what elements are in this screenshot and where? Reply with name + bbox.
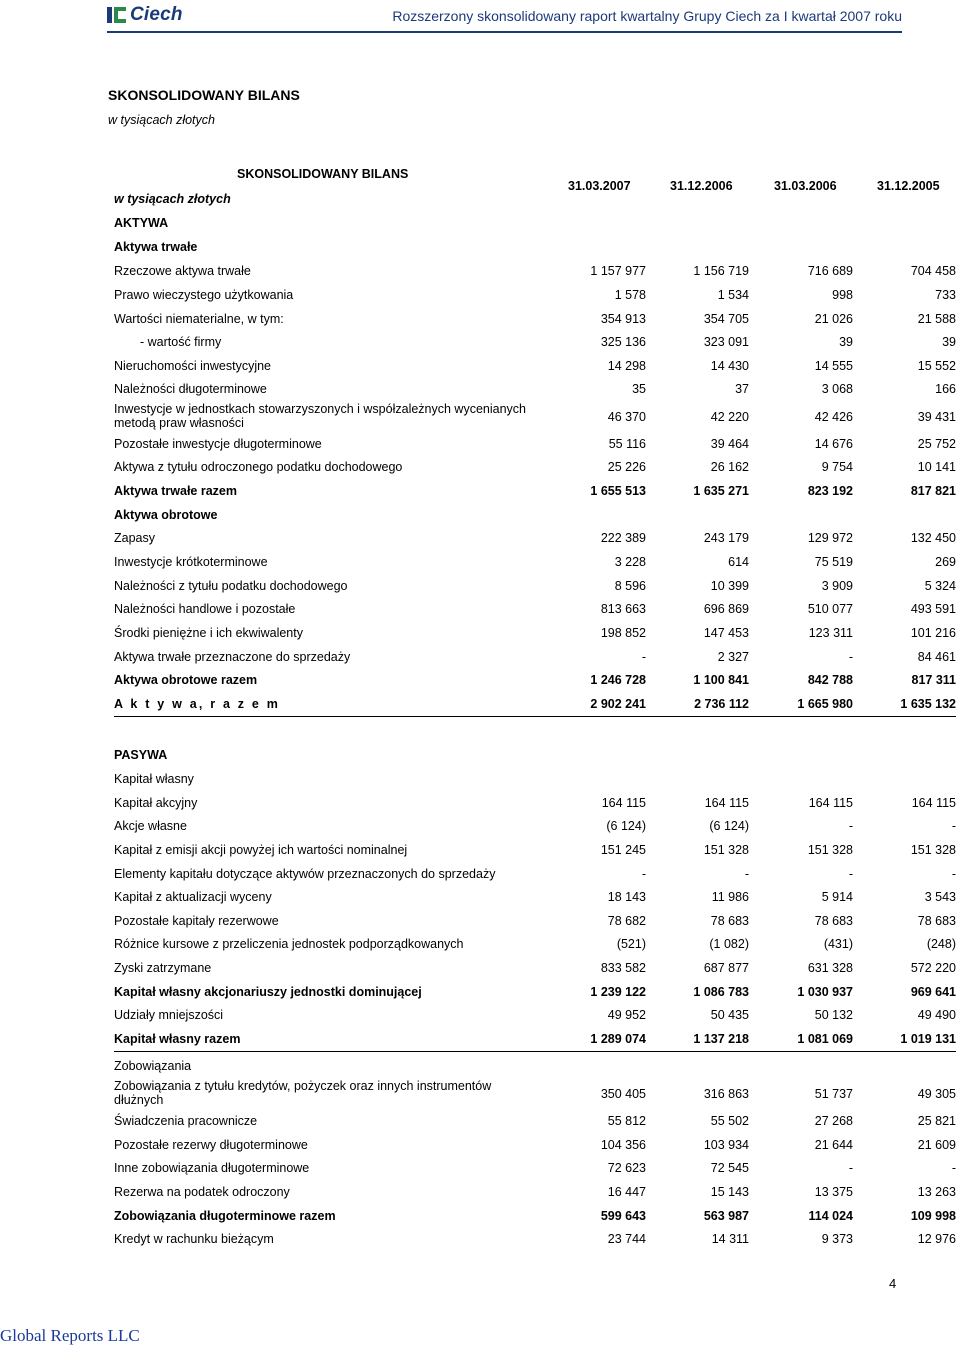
cell-value: 101 216 xyxy=(910,626,956,640)
cell-value: 103 934 xyxy=(703,1138,749,1152)
table-row xyxy=(114,215,956,235)
row-label: PASYWA xyxy=(114,748,168,762)
row-label: Udziały mniejszości xyxy=(114,1008,224,1022)
cell-value: (6 124) xyxy=(606,819,646,833)
cell-value: (431) xyxy=(823,937,853,951)
row-label: Kapitał akcyjny xyxy=(114,796,198,810)
table-row xyxy=(114,842,956,862)
row-label: Inwestycje w jednostkach stowarzyszonych i współzależnych wycenianych metodą praw własności xyxy=(114,402,526,430)
row-label: Kapitał własny xyxy=(114,772,194,786)
column-header-2: 31.12.2006 xyxy=(670,179,733,193)
cell-value: 1 655 513 xyxy=(590,484,646,498)
cell-value: 1 534 xyxy=(717,288,749,302)
cell-value: 15 143 xyxy=(710,1185,749,1199)
row-label: Środki pieniężne i ich ekwiwalenty xyxy=(114,626,303,640)
cell-value: 687 877 xyxy=(703,961,749,975)
table-row xyxy=(114,578,956,598)
cell-value: 1 019 131 xyxy=(900,1032,956,1046)
cell-value: 5 324 xyxy=(924,579,956,593)
cell-value: 39 431 xyxy=(917,410,956,424)
row-label: Zobowiązania xyxy=(114,1059,192,1073)
table-row xyxy=(114,601,956,621)
cell-value: 114 024 xyxy=(808,1209,853,1223)
cell-value: 823 192 xyxy=(807,484,853,498)
cell-value: 23 744 xyxy=(607,1232,646,1246)
row-label: Elementy kapitału dotyczące aktywów przeznaczonych do sprzedaży xyxy=(114,867,496,881)
cell-value: 817 311 xyxy=(911,673,956,687)
cell-value: 198 852 xyxy=(600,626,646,640)
cell-value: 1 289 074 xyxy=(590,1032,646,1046)
cell-value: 1 665 980 xyxy=(797,697,853,711)
table-row xyxy=(114,771,956,791)
cell-value: 3 228 xyxy=(614,555,646,569)
table-row xyxy=(114,483,956,503)
cell-value: 614 xyxy=(728,555,749,569)
row-label: Należności handlowe i pozostałe xyxy=(114,602,296,616)
cell-value: 14 555 xyxy=(814,359,853,373)
column-header-4: 31.12.2005 xyxy=(877,179,940,193)
row-label: A k t y w a, r a z e m xyxy=(114,697,281,711)
table-row xyxy=(114,530,956,550)
cell-value: 563 987 xyxy=(703,1209,749,1223)
table-row xyxy=(114,263,956,283)
table-row xyxy=(114,554,956,574)
cell-value: 147 453 xyxy=(703,626,749,640)
cell-value: 354 913 xyxy=(600,312,646,326)
cell-value: 325 136 xyxy=(600,335,646,349)
cell-value: 164 115 xyxy=(704,796,749,810)
cell-value: 998 xyxy=(832,288,853,302)
table-row xyxy=(114,459,956,479)
cell-value: 1 239 122 xyxy=(590,985,646,999)
cell-value: 14 676 xyxy=(814,437,853,451)
cell-value: 42 220 xyxy=(710,410,749,424)
row-label: Kapitał z aktualizacji wyceny xyxy=(114,890,272,904)
cell-value: 3 543 xyxy=(924,890,956,904)
cell-value: 599 643 xyxy=(600,1209,646,1223)
cell-value: 10 141 xyxy=(917,460,956,474)
table-row xyxy=(114,381,956,401)
table-row xyxy=(114,507,956,527)
table-row xyxy=(114,239,956,259)
cell-value: (1 082) xyxy=(709,937,749,951)
row-label: Kapitał z emisji akcji powyżej ich wartości nominalnej xyxy=(114,843,408,857)
cell-value: 39 464 xyxy=(710,437,749,451)
row-label: Akcje własne xyxy=(114,819,187,833)
cell-value: 55 502 xyxy=(710,1114,749,1128)
cell-value: 13 263 xyxy=(917,1185,956,1199)
row-label: Aktywa z tytułu odroczonego podatku dochodowego xyxy=(114,460,403,474)
cell-value: 733 xyxy=(935,288,956,302)
cell-value: 21 609 xyxy=(917,1138,956,1152)
cell-value: (6 124) xyxy=(709,819,749,833)
cell-value: 27 268 xyxy=(814,1114,853,1128)
row-label: Zapasy xyxy=(114,531,155,545)
cell-value: 164 115 xyxy=(911,796,956,810)
cell-value: 817 821 xyxy=(910,484,956,498)
table-row xyxy=(114,795,956,815)
cell-value: - xyxy=(641,867,646,881)
cell-value: 72 545 xyxy=(710,1161,749,1175)
cell-value: - xyxy=(951,867,956,881)
cell-value: 716 689 xyxy=(807,264,853,278)
row-label: Aktywa obrotowe xyxy=(114,508,218,522)
cell-value: 269 xyxy=(935,555,956,569)
header-divider xyxy=(107,31,902,33)
row-label: Świadczenia pracownicze xyxy=(114,1114,258,1128)
cell-value: 18 143 xyxy=(607,890,646,904)
cell-value: 50 435 xyxy=(710,1008,749,1022)
table-row xyxy=(114,889,956,909)
cell-value: 123 311 xyxy=(808,626,853,640)
row-label: Zyski zatrzymane xyxy=(114,961,212,975)
document-subtitle: w tysiącach złotych xyxy=(108,113,215,127)
table-row xyxy=(114,1184,956,1204)
row-label: Zobowiązania długoterminowe razem xyxy=(114,1209,336,1223)
cell-value: 46 370 xyxy=(607,410,646,424)
table-row xyxy=(114,984,956,1004)
row-label: - wartość firmy xyxy=(140,335,222,349)
cell-value: 37 xyxy=(735,382,749,396)
column-header-3: 31.03.2006 xyxy=(774,179,837,193)
cell-value: 14 298 xyxy=(607,359,646,373)
table-title: SKONSOLIDOWANY BILANS xyxy=(237,167,409,181)
cell-value: 631 328 xyxy=(807,961,853,975)
cell-value: 15 552 xyxy=(917,359,956,373)
cell-value: - xyxy=(848,819,853,833)
cell-value: (521) xyxy=(616,937,646,951)
cell-value: 14 430 xyxy=(710,359,749,373)
cell-value: 25 752 xyxy=(917,437,956,451)
row-label: Aktywa obrotowe razem xyxy=(114,673,258,687)
cell-value: - xyxy=(951,1161,956,1175)
cell-value: 2 736 112 xyxy=(694,697,749,711)
cell-value: 1 081 069 xyxy=(797,1032,853,1046)
cell-value: 21 588 xyxy=(917,312,956,326)
row-label: Aktywa trwałe xyxy=(114,240,198,254)
cell-value: 72 623 xyxy=(607,1161,646,1175)
document-title: SKONSOLIDOWANY BILANS xyxy=(108,87,300,103)
cell-value: 50 132 xyxy=(814,1008,853,1022)
cell-value: 39 xyxy=(942,335,956,349)
cell-value: 75 519 xyxy=(814,555,853,569)
table-row xyxy=(114,1231,956,1251)
cell-value: 42 426 xyxy=(814,410,853,424)
cell-value: 8 596 xyxy=(614,579,646,593)
row-label: Należności długoterminowe xyxy=(114,382,267,396)
cell-value: 49 490 xyxy=(917,1008,956,1022)
table-unit: w tysiącach złotych xyxy=(114,192,231,206)
cell-value: 14 311 xyxy=(711,1232,749,1246)
table-row xyxy=(114,936,956,956)
table-row xyxy=(114,696,956,717)
row-label: AKTYWA xyxy=(114,216,169,230)
cell-value: 51 737 xyxy=(814,1087,853,1101)
cell-value: 129 972 xyxy=(807,531,853,545)
cell-value: 12 976 xyxy=(917,1232,956,1246)
cell-value: 572 220 xyxy=(910,961,956,975)
cell-value: 1 635 271 xyxy=(693,484,749,498)
cell-value: 3 909 xyxy=(821,579,853,593)
table-row xyxy=(114,649,956,669)
cell-value: 813 663 xyxy=(600,602,646,616)
cell-value: 151 328 xyxy=(807,843,853,857)
table-row xyxy=(114,311,956,331)
row-label: Należności z tytułu podatku dochodowego xyxy=(114,579,348,593)
cell-value: - xyxy=(951,819,956,833)
cell-value: 166 xyxy=(935,382,956,396)
table-row xyxy=(114,913,956,933)
cell-value: - xyxy=(848,867,853,881)
cell-value: 21 644 xyxy=(814,1138,853,1152)
cell-value: 132 450 xyxy=(910,531,956,545)
table-row xyxy=(114,402,956,432)
cell-value: 84 461 xyxy=(917,650,956,664)
cell-value: 969 641 xyxy=(910,985,956,999)
cell-value: (248) xyxy=(926,937,956,951)
cell-value: 2 327 xyxy=(717,650,749,664)
cell-value: 10 399 xyxy=(710,579,749,593)
cell-value: 704 458 xyxy=(910,264,956,278)
table-row xyxy=(114,1007,956,1027)
cell-value: 1 030 937 xyxy=(797,985,853,999)
table-row xyxy=(114,866,956,886)
table-row xyxy=(114,960,956,980)
cell-value: 78 683 xyxy=(917,914,956,928)
table-row xyxy=(114,1031,956,1052)
cell-value: 3 068 xyxy=(821,382,853,396)
cell-value: 151 245 xyxy=(600,843,646,857)
row-label: Kapitał własny akcjonariuszy jednostki dominującej xyxy=(114,985,422,999)
logo-text: Ciech xyxy=(130,4,183,25)
cell-value: 493 591 xyxy=(910,602,956,616)
row-label: Rzeczowe aktywa trwałe xyxy=(114,264,251,278)
cell-value: 833 582 xyxy=(600,961,646,975)
table-row xyxy=(114,1113,956,1133)
cell-value: 151 328 xyxy=(910,843,956,857)
table-row xyxy=(114,625,956,645)
table-row xyxy=(114,818,956,838)
row-label: Różnice kursowe z przeliczenia jednostek podporządkowanych xyxy=(114,937,464,951)
cell-value: 350 405 xyxy=(600,1087,646,1101)
cell-value: 55 116 xyxy=(608,437,646,451)
footer-text: Global Reports LLC xyxy=(0,1326,140,1345)
cell-value: 21 026 xyxy=(814,312,853,326)
cell-value: 316 863 xyxy=(703,1087,749,1101)
cell-value: 9 373 xyxy=(821,1232,853,1246)
row-label: Pozostałe rezerwy długoterminowe xyxy=(114,1138,308,1152)
cell-value: 78 683 xyxy=(710,914,749,928)
table-row xyxy=(114,672,956,692)
cell-value: 164 115 xyxy=(808,796,853,810)
row-label: Pozostałe kapitały rezerwowe xyxy=(114,914,279,928)
cell-value: 13 375 xyxy=(814,1185,853,1199)
table-row xyxy=(114,287,956,307)
cell-value: - xyxy=(641,650,646,664)
row-label: Nieruchomości inwestycyjne xyxy=(114,359,272,373)
cell-value: 696 869 xyxy=(703,602,749,616)
row-label: Inne zobowiązania długoterminowe xyxy=(114,1161,310,1175)
table-row xyxy=(114,1079,956,1109)
cell-value: 2 902 241 xyxy=(590,697,646,711)
cell-value: 1 246 728 xyxy=(590,673,646,687)
cell-value: 1 157 977 xyxy=(590,264,646,278)
table-row xyxy=(114,436,956,456)
cell-value: 222 389 xyxy=(600,531,646,545)
table-row xyxy=(114,1160,956,1180)
cell-value: 109 998 xyxy=(910,1209,956,1223)
page-number: 4 xyxy=(889,1276,897,1291)
cell-value: 11 986 xyxy=(711,890,749,904)
row-label: Kredyt w rachunku bieżącym xyxy=(114,1232,274,1246)
row-label: Aktywa trwałe razem xyxy=(114,484,237,498)
table-row xyxy=(114,1058,956,1078)
page-header xyxy=(107,4,902,30)
row-label: Rezerwa na podatek odroczony xyxy=(114,1185,290,1199)
row-label: Kapitał własny razem xyxy=(114,1032,241,1046)
cell-value: 49 952 xyxy=(607,1008,646,1022)
cell-value: - xyxy=(848,1161,853,1175)
cell-value: 35 xyxy=(632,382,646,396)
cell-value: - xyxy=(744,867,749,881)
cell-value: 842 788 xyxy=(807,673,853,687)
row-label: Inwestycje krótkoterminowe xyxy=(114,555,268,569)
cell-value: 1 635 132 xyxy=(900,697,956,711)
cell-value: 1 137 218 xyxy=(693,1032,749,1046)
cell-value: 1 156 719 xyxy=(693,264,749,278)
cell-value: 104 356 xyxy=(600,1138,646,1152)
row-label: Aktywa trwałe przeznaczone do sprzedaży xyxy=(114,650,351,664)
company-logo xyxy=(107,4,183,26)
cell-value: 26 162 xyxy=(710,460,749,474)
report-title: Rozszerzony skonsolidowany raport kwartalny Grupy Ciech za I kwartał 2007 roku xyxy=(392,8,902,24)
cell-value: 78 682 xyxy=(607,914,646,928)
row-label: Zobowiązania z tytułu kredytów, pożyczek oraz innych instrumentów dłużnych xyxy=(114,1079,492,1107)
cell-value: - xyxy=(848,650,853,664)
table-row xyxy=(114,1137,956,1157)
cell-value: 25 226 xyxy=(607,460,646,474)
row-label: Pozostałe inwestycje długoterminowe xyxy=(114,437,322,451)
table-row xyxy=(114,1208,956,1228)
table-row xyxy=(114,747,956,767)
cell-value: 9 754 xyxy=(821,460,853,474)
column-header-1: 31.03.2007 xyxy=(568,179,631,193)
cell-value: 151 328 xyxy=(703,843,749,857)
cell-value: 39 xyxy=(839,335,853,349)
cell-value: 243 179 xyxy=(703,531,749,545)
table-row xyxy=(114,358,956,378)
cell-value: 510 077 xyxy=(807,602,853,616)
row-label: Prawo wieczystego użytkowania xyxy=(114,288,294,302)
cell-value: 354 705 xyxy=(703,312,749,326)
cell-value: 16 447 xyxy=(607,1185,646,1199)
cell-value: 78 683 xyxy=(814,914,853,928)
cell-value: 1 086 783 xyxy=(693,985,749,999)
row-label: Wartości niematerialne, w tym: xyxy=(114,312,284,326)
ciech-logo-icon xyxy=(107,6,127,24)
cell-value: 164 115 xyxy=(601,796,646,810)
table-row xyxy=(114,334,956,354)
cell-value: 5 914 xyxy=(821,890,853,904)
cell-value: 55 812 xyxy=(607,1114,646,1128)
cell-value: 323 091 xyxy=(703,335,749,349)
cell-value: 1 100 841 xyxy=(693,673,749,687)
cell-value: 25 821 xyxy=(917,1114,956,1128)
cell-value: 1 578 xyxy=(614,288,646,302)
cell-value: 49 305 xyxy=(917,1087,956,1101)
